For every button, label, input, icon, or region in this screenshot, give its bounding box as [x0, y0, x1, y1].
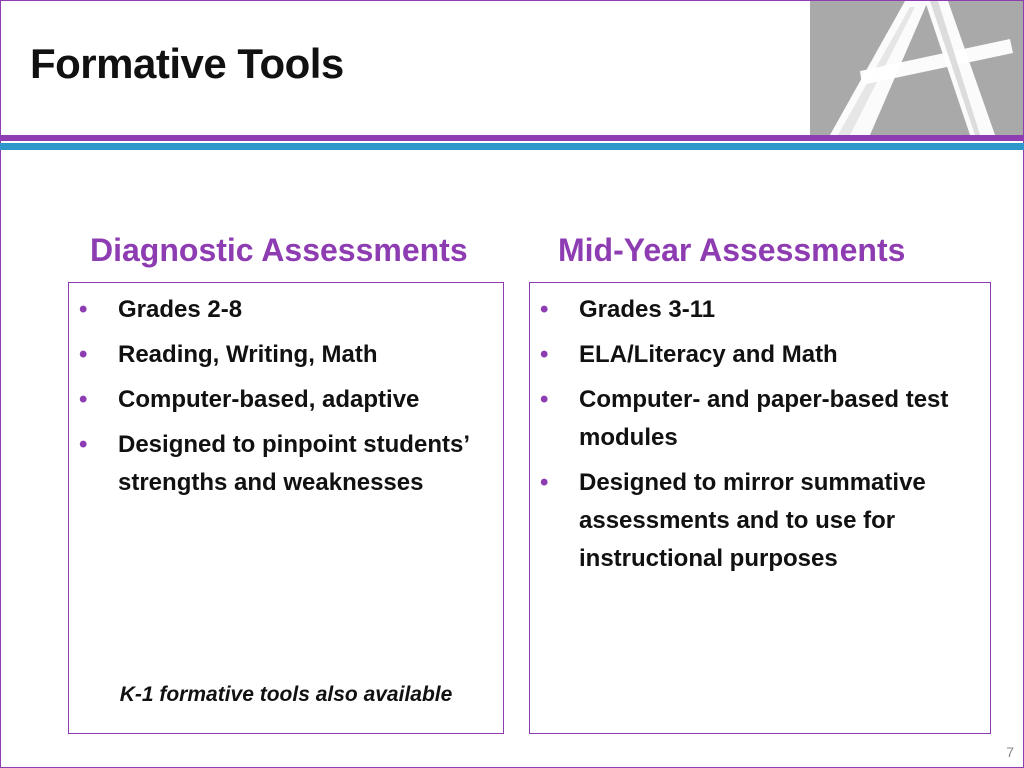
bullet-icon: • [540, 296, 549, 323]
a-letter-logo-icon [810, 1, 1023, 135]
header-band-teal [0, 143, 1024, 150]
bullet-icon: • [540, 386, 549, 413]
list-item: • Grades 3-11 [530, 291, 980, 329]
list-item: • Designed to pinpoint students’ strengths and weaknesses [69, 426, 493, 502]
bullet-icon: • [79, 296, 88, 323]
list-item: • Computer- and paper-based test modules [530, 381, 980, 457]
bullet-icon: • [540, 341, 549, 368]
k1-note: K-1 formative tools also available [119, 683, 453, 706]
list-item: • Computer-based, adaptive [69, 381, 493, 419]
diagnostic-box [68, 282, 504, 734]
bullet-icon: • [79, 431, 88, 458]
list-item: • Grades 2-8 [69, 291, 493, 329]
bullet-icon: • [79, 341, 88, 368]
bullet-icon: • [79, 386, 88, 413]
logo [810, 1, 1023, 135]
mid-year-bullet-list [530, 291, 980, 585]
list-item: • Designed to mirror summative assessments and to use for instructional purposes [530, 464, 980, 578]
mid-year-heading: Mid-Year Assessments [558, 232, 906, 268]
diagnostic-heading: Diagnostic Assessments [90, 232, 468, 268]
list-item: • ELA/Literacy and Math [530, 336, 980, 374]
page-number: 7 [1006, 744, 1014, 760]
header-band-purple [0, 135, 1024, 141]
slide-title: Formative Tools [30, 40, 344, 87]
list-item: • Reading, Writing, Math [69, 336, 493, 374]
mid-year-box [529, 282, 991, 734]
diagnostic-bullet-list [69, 291, 493, 509]
bullet-icon: • [540, 469, 549, 496]
